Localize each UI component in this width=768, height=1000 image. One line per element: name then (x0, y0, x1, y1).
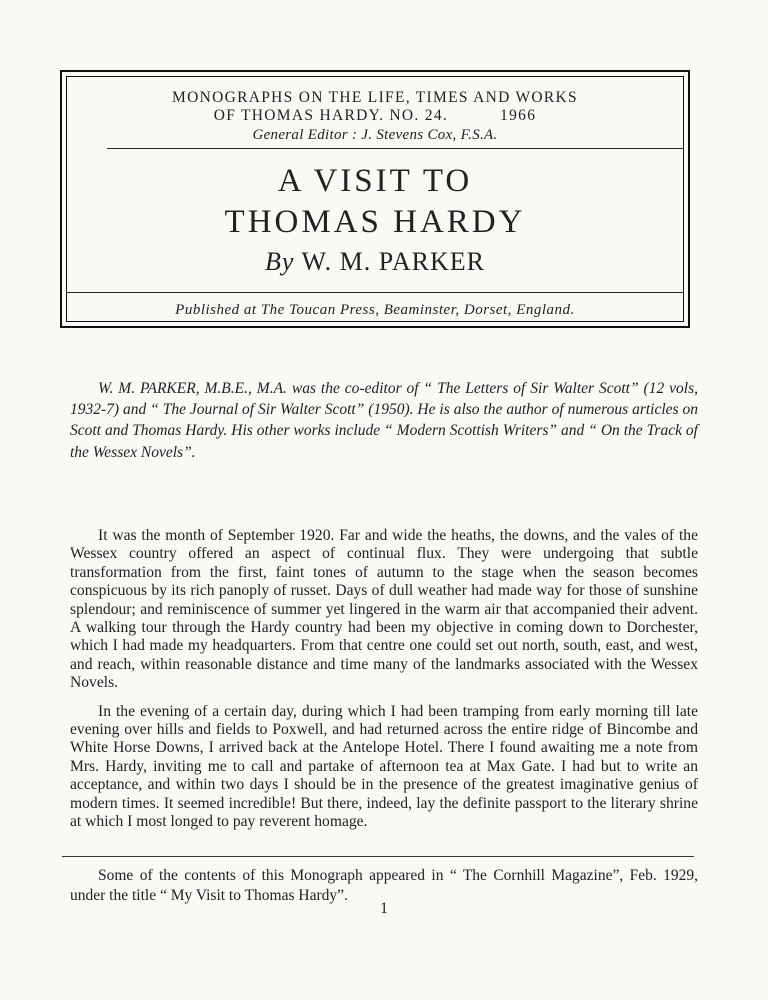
byline-by: By (265, 247, 295, 276)
footnote: Some of the contents of this Monograph appeared in “ The Cornhill Magazine”, Feb. 1929, under the title “ My Visit to Thomas Hardy”. (70, 867, 698, 904)
title-box-inner-frame (66, 76, 684, 322)
byline (67, 247, 683, 277)
header-divider (107, 148, 683, 149)
publication-year: 1966 (500, 107, 537, 124)
publisher-line: Published at The Toucan Press, Beaminster, Dorset, England. (175, 302, 575, 318)
author-bio: W. M. PARKER, M.B.E., M.A. was the co-editor of “ The Letters of Sir Walter Scott” (12 vols, 1932-7) and “ The Journal of Sir Walter Scott” (1950). He is also the author of numerous articles on Scott and Thomas Hardy. His other works include “ Modern Scottish Writers” and “ On the Track of the Wessex Novels”. (70, 380, 698, 461)
general-editor: General Editor : J. Stevens Cox, F.S.A. (252, 127, 498, 143)
series-number: OF THOMAS HARDY. NO. 24. (213, 107, 449, 124)
series-title-line-2 (67, 107, 683, 125)
series-title-line-1: MONOGRAPHS ON THE LIFE, TIMES AND WORKS (172, 89, 578, 106)
main-title-line-2: THOMAS HARDY (224, 204, 526, 240)
body-text (70, 527, 698, 842)
main-title-line-1: A VISIT TO (277, 163, 473, 199)
title-box (60, 70, 690, 328)
body-paragraph: It was the month of September 1920. Far and wide the heaths, the downs, and the vales of the Wessex country offered an aspect of continual flux. They were undergoing that subtle transformation from the first, faint tones of autumn to the stage when the season becomes conspicuous by its rich panoply of russet. Days of dull weather had made way for those of sunshine splendour; and reminiscence of summer yet lingered in the warm air that accompanied their advent. A walking tour through the Hardy country had been my objective in coming down to Dorchester, which I had made my headquarters. From that centre one could set out north, south, east, and west, and reach, within reasonable distance and time many of the landmarks associated with the Wessex Novels. (70, 527, 698, 692)
footnote-divider (62, 856, 694, 857)
publisher-divider (67, 292, 683, 293)
byline-author: W. M. PARKER (301, 247, 485, 276)
page-number: 1 (380, 900, 388, 917)
body-paragraph: In the evening of a certain day, during which I had been tramping from early morning till late evening over hills and fields to Poxwell, and had returned across the entire ridge of Bincombe and White Horse Downs, I arrived back at the Antelope Hotel. There I found awaiting me a note from Mrs. Hardy, inviting me to call and partake of afternoon tea at Max Gate. I had but to write an acceptance, and within two days I should be in the presence of the greatest imaginative genius of modern times. It seemed incredible! But there, indeed, lay the definite passport to the literary shrine at which I most longed to pay reverent homage. (70, 702, 698, 831)
